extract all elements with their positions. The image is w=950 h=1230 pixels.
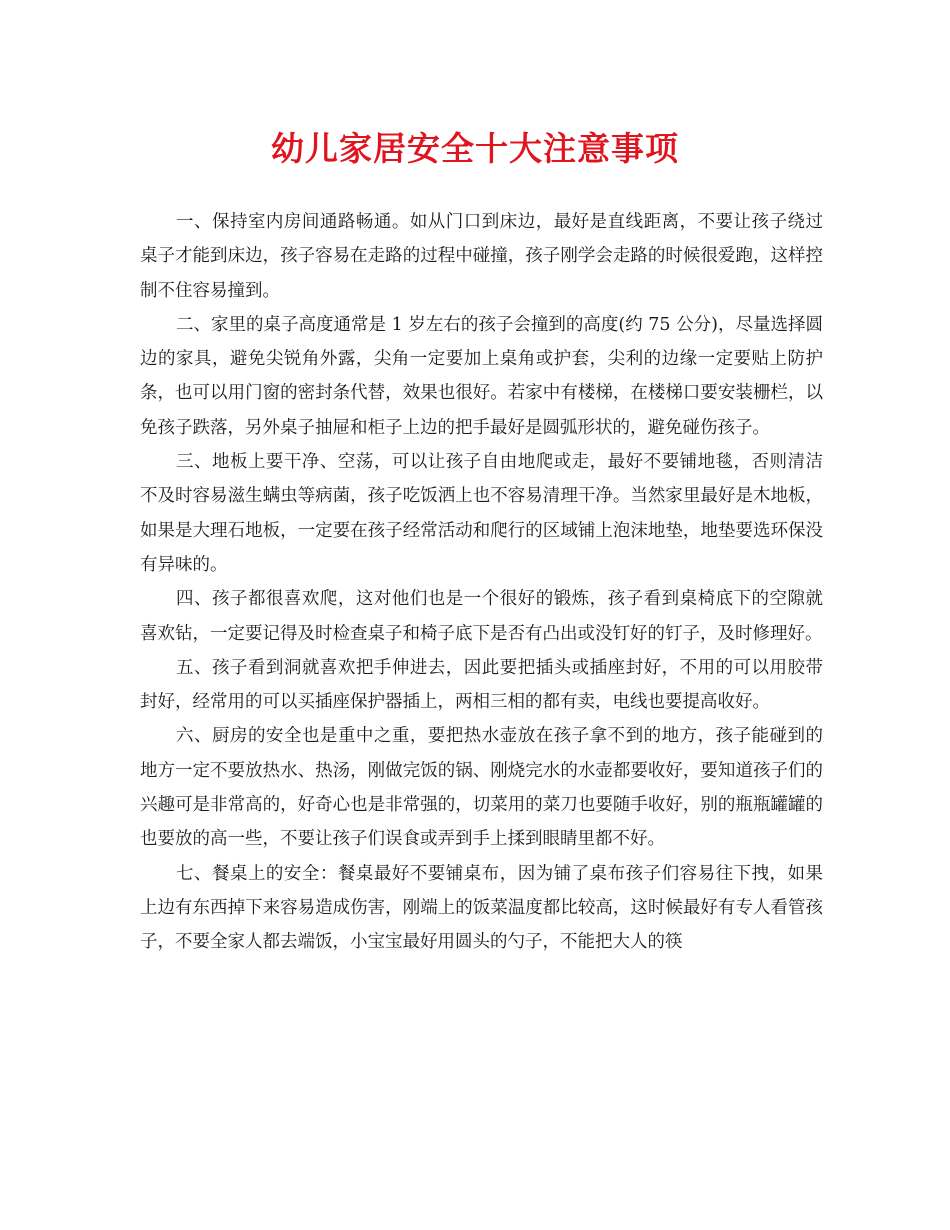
document-title: 幼儿家居安全十大注意事项 <box>271 129 679 168</box>
document-body <box>140 205 823 960</box>
paragraph-5: 五、孩子看到洞就喜欢把手伸进去，因此要把插头或插座封好，不用的可以用胶带封好，经常用的可以买插座保护器插上，两相三相的都有卖，电线也要提高收好。 <box>140 657 823 713</box>
paragraph-1: 一、保持室内房间通路畅通。如从门口到床边，最好是直线距离，不要让孩子绕过桌子才能到床边，孩子容易在走路的过程中碰撞，孩子刚学会走路的时候很爱跑，这样控制不住容易撞到。 <box>140 212 823 301</box>
paragraph-3: 三、地板上要干净、空荡，可以让孩子自由地爬或走，最好不要铺地毯，否则清洁不及时容易滋生螨虫等病菌，孩子吃饭洒上也不容易清理干净。当然家里最好是木地板，如果是大理石地板，一定要在孩子经常活动和爬行的区域铺上泡沫地垫，地垫要选环保没有异味的。 <box>140 452 823 575</box>
paragraph-6: 六、厨房的安全也是重中之重，要把热水壶放在孩子拿不到的地方，孩子能碰到的地方一定不要放热水、热汤，刚做完饭的锅、刚烧完水的水壶都要收好，要知道孩子们的兴趣可是非常高的，好奇心也是非常强的，切菜用的菜刀也要随手收好，别的瓶瓶罐罐的也要放的高一些，不要让孩子们误食或弄到手上揉到眼睛里都不好。 <box>140 726 823 850</box>
paragraph-4: 四、孩子都很喜欢爬，这对他们也是一个很好的锻炼，孩子看到桌椅底下的空隙就喜欢钻，一定要记得及时检查桌子和椅子底下是否有凸出或没钉好的钉子，及时修理好。 <box>140 589 823 644</box>
paragraph-7: 七、餐桌上的安全：餐桌最好不要铺桌布，因为铺了桌布孩子们容易往下拽，如果上边有东西掉下来容易造成伤害，刚端上的饭菜温度都比较高，这时候最好有专人看管孩子，不要全家人都去端饭，小宝宝最好用圆头的勺子，不能把大人的筷 <box>140 863 823 953</box>
paragraph-2: 二、家里的桌子高度通常是 1 岁左右的孩子会撞到的高度(约 75 公分)，尽量选择圆边的家具，避免尖锐角外露，尖角一定要加上桌角或护套，尖利的边缘一定要贴上防护条，也可以用门窗的密封条代替，效果也很好。若家中有楼梯，在楼梯口要安装栅栏，以免孩子跌落，另外桌子抽屉和柜子上边的把手最好是圆弧形状的，避免碰伤孩子。 <box>140 314 823 438</box>
